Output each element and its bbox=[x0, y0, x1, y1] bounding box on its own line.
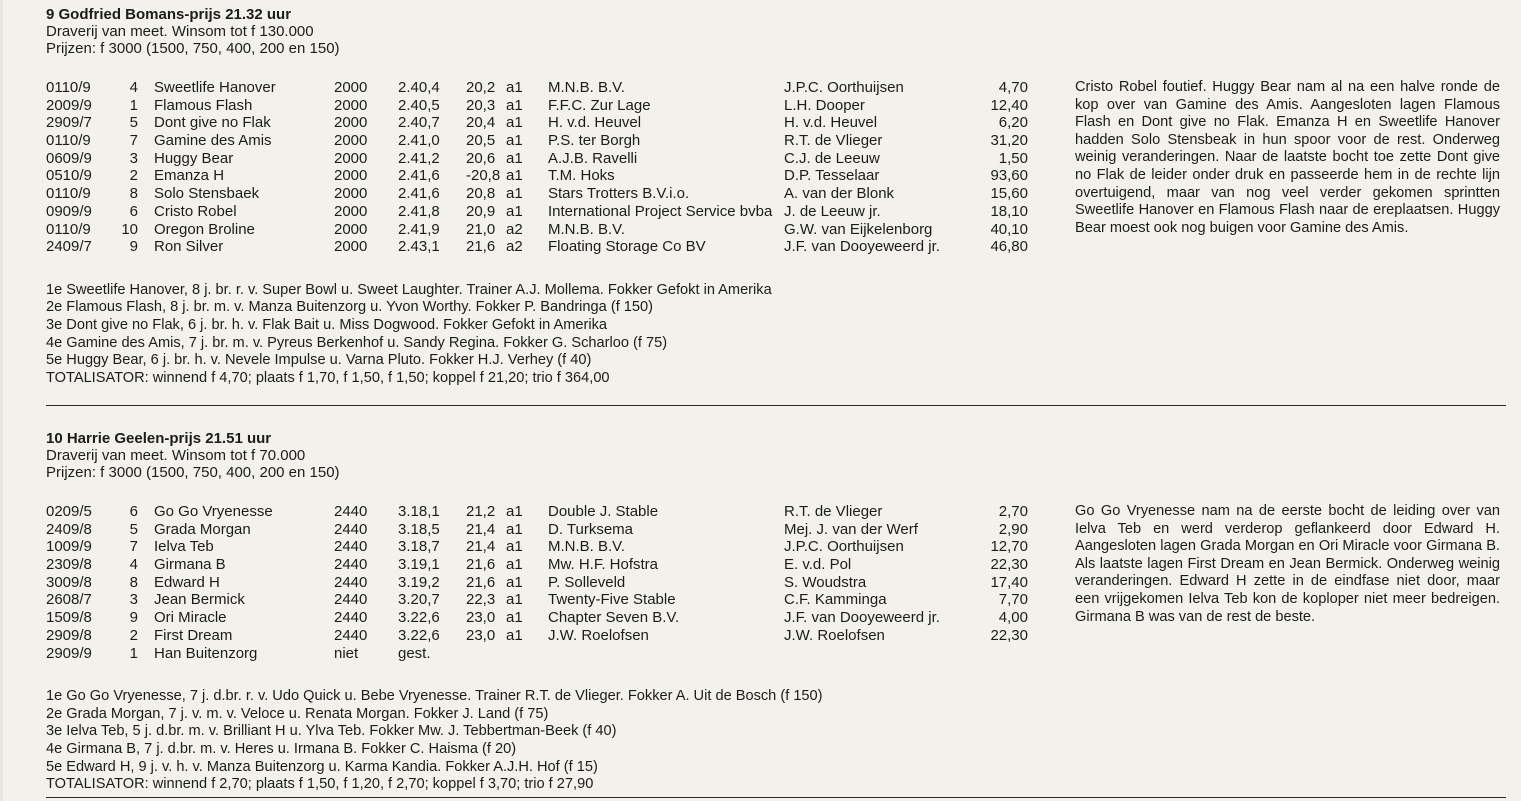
owner-name: H. v.d. Heuvel bbox=[548, 114, 642, 132]
horse-name: Oregon Broline bbox=[154, 220, 255, 238]
owner-name: A.J.B. Ravelli bbox=[548, 149, 638, 167]
km-time: 20,2 bbox=[466, 79, 496, 96]
driver-name: A. van der Blonk bbox=[784, 185, 895, 203]
horse-name: Ori Miracle bbox=[154, 609, 227, 627]
runner-number: 8 bbox=[129, 573, 138, 591]
driver-name: L.H. Dooper bbox=[784, 96, 865, 114]
race-10-section bbox=[46, 430, 1506, 794]
runner-date: 0909/9 bbox=[46, 202, 92, 220]
odds-value: 17,40 bbox=[990, 573, 1028, 591]
km-time: 20,6 bbox=[466, 149, 496, 167]
owner-name: Floating Storage Co BV bbox=[548, 238, 706, 256]
distance: 2000 bbox=[334, 96, 368, 114]
finish-time: 2.41,6 bbox=[398, 167, 440, 185]
race-9-section bbox=[46, 6, 1506, 387]
race-conditions: Draverij van meet. Winsom tot f 130.000 bbox=[46, 23, 314, 40]
runner-number: 5 bbox=[129, 114, 138, 132]
runner-number: 1 bbox=[129, 644, 138, 662]
start-code: a1 bbox=[506, 520, 523, 538]
km-time: 21,6 bbox=[466, 573, 496, 591]
distance: 2440 bbox=[334, 573, 368, 591]
start-code: a1 bbox=[506, 573, 523, 591]
runner-number: 3 bbox=[129, 591, 138, 609]
owner-name: M.N.B. B.V. bbox=[548, 538, 625, 556]
placing-line: 5e Edward H, 9 j. v. h. v. Manza Buitenzorg u. Karma Kandia. Fokker A.J.H. Hof (f 15) bbox=[46, 758, 598, 775]
placing-line: 2e Grada Morgan, 7 j. v. m. v. Veloce u. Renata Morgan. Fokker J. Land (f 75) bbox=[46, 705, 549, 722]
km-time: 21,6 bbox=[466, 556, 496, 574]
distance: 2440 bbox=[334, 538, 368, 556]
start-code: a1 bbox=[506, 167, 523, 185]
km-time: 21,6 bbox=[466, 238, 496, 256]
odds-value: 4,00 bbox=[998, 609, 1028, 627]
placings-list bbox=[46, 282, 1506, 388]
distance: 2000 bbox=[334, 167, 368, 185]
odds-value: 46,80 bbox=[990, 238, 1028, 256]
runner-number: 7 bbox=[129, 538, 138, 556]
finish-time: 2.40,5 bbox=[398, 96, 440, 114]
odds-value: 4,70 bbox=[998, 79, 1028, 96]
driver-name: G.W. van Eijkelenborg bbox=[784, 220, 933, 238]
owner-name: T.M. Hoks bbox=[548, 167, 615, 185]
runner-number: 4 bbox=[129, 556, 138, 574]
placing-line: 4e Girmana B, 7 j. d.br. m. v. Heres u. Irmana B. Fokker C. Haisma (f 20) bbox=[46, 740, 517, 757]
driver-name: J.P.C. Oorthuijsen bbox=[784, 79, 904, 96]
odds-value: 7,70 bbox=[998, 591, 1028, 609]
horse-name: Gamine des Amis bbox=[154, 132, 272, 150]
placing-line: 5e Huggy Bear, 6 j. br. h. v. Nevele Impulse u. Varna Pluto. Fokker H.J. Verhey (f 40) bbox=[46, 352, 592, 369]
km-time: -20,8 bbox=[466, 167, 501, 185]
distance: 2000 bbox=[334, 220, 368, 238]
race-conditions: Draverij van meet. Winsom tot f 70.000 bbox=[46, 447, 306, 464]
race-narrative: Cristo Robel foutief. Huggy Bear nam al na een halve ronde de kop over van Gamine des Amis. Aangesloten lagen Flamous Flash en Dont give no Flak. Emanza H en Sweetlife Hanover hadden Solo Stensbeak in hun spoor voor de rest. Onderweg weinig veranderingen. Naar de laatste bocht toe zette Dont give no Flak de leider onder druk en passeerde hem in de rechte lijn overtuigend, maar van nog veel verder gekomen sprintten Sweetlife Hanover en Flamous Flash naar de ereplaatsen. Huggy Bear moest ook nog buigen voor Gamine des Amis. bbox=[1075, 79, 1500, 236]
km-time: 21,4 bbox=[466, 538, 496, 556]
owner-name: P.S. ter Borgh bbox=[548, 132, 641, 150]
start-code: a2 bbox=[506, 220, 523, 238]
owner-name: J.W. Roelofsen bbox=[548, 626, 649, 644]
distance: 2000 bbox=[334, 79, 368, 96]
runner-date: 2009/9 bbox=[46, 96, 92, 114]
odds-value: 40,10 bbox=[990, 220, 1028, 238]
distance: 2000 bbox=[334, 238, 368, 256]
km-time: 20,3 bbox=[466, 96, 496, 114]
owner-name: Chapter Seven B.V. bbox=[548, 609, 680, 627]
distance: 2440 bbox=[334, 520, 368, 538]
start-code: a1 bbox=[506, 591, 523, 609]
driver-name: J.P.C. Oorthuijsen bbox=[784, 538, 904, 556]
distance: 2000 bbox=[334, 202, 368, 220]
driver-name: C.J. de Leeuw bbox=[784, 149, 880, 167]
table-row bbox=[46, 238, 1506, 256]
start-code: a1 bbox=[506, 556, 523, 574]
horse-name: Ron Silver bbox=[154, 238, 224, 256]
runner-number: 4 bbox=[129, 79, 138, 96]
horse-name: Go Go Vryenesse bbox=[154, 503, 273, 520]
runner-number: 6 bbox=[129, 503, 138, 520]
start-code: a1 bbox=[506, 114, 523, 132]
horse-name: Han Buitenzorg bbox=[154, 644, 258, 662]
finish-time: 3.22,6 bbox=[398, 626, 440, 644]
driver-name: C.F. Kamminga bbox=[784, 591, 887, 609]
distance: 2440 bbox=[334, 591, 368, 609]
driver-name: Mej. J. van der Werf bbox=[784, 520, 918, 538]
horse-name: Dont give no Flak bbox=[154, 114, 271, 132]
runner-number: 1 bbox=[129, 96, 138, 114]
runner-number: 9 bbox=[129, 238, 138, 256]
placings-list bbox=[46, 688, 1506, 794]
distance: 2440 bbox=[334, 503, 368, 520]
finish-time: 2.41,9 bbox=[398, 220, 440, 238]
runner-date: 0110/9 bbox=[46, 220, 91, 238]
driver-name: H. v.d. Heuvel bbox=[784, 114, 878, 132]
owner-name: M.N.B. B.V. bbox=[548, 79, 625, 96]
finish-time: 3.20,7 bbox=[398, 591, 440, 609]
finish-time: 3.19,1 bbox=[398, 556, 440, 574]
table-row bbox=[46, 645, 1506, 663]
km-time: 20,5 bbox=[466, 132, 496, 150]
start-code: a1 bbox=[506, 538, 523, 556]
table-row bbox=[46, 627, 1506, 645]
driver-name: J.F. van Dooyeweerd jr. bbox=[784, 609, 940, 627]
horse-name: Girmana B bbox=[154, 556, 226, 574]
distance: 2000 bbox=[334, 185, 368, 203]
runner-number: 8 bbox=[129, 185, 138, 203]
finish-time: 2.41,0 bbox=[398, 132, 440, 150]
runner-date: 2309/8 bbox=[46, 556, 92, 574]
runner-date: 0609/9 bbox=[46, 149, 92, 167]
totalisator-line: TOTALISATOR: winnend f 2,70; plaats f 1,50, f 1,20, f 2,70; koppel f 3,70; trio f 27,90 bbox=[46, 776, 594, 793]
odds-value: 31,20 bbox=[990, 132, 1028, 150]
finish-time: 2.43,1 bbox=[398, 238, 440, 256]
start-code: a1 bbox=[506, 132, 523, 150]
totalisator-line: TOTALISATOR: winnend f 4,70; plaats f 1,70, f 1,50, f 1,50; koppel f 21,20; trio f 364,00 bbox=[46, 369, 610, 386]
finish-time: gest. bbox=[398, 644, 431, 662]
horse-name: Grada Morgan bbox=[154, 520, 251, 538]
finish-time: 2.41,2 bbox=[398, 149, 440, 167]
placing-line: 1e Go Go Vryenesse, 7 j. d.br. r. v. Udo Quick u. Bebe Vryenesse. Trainer R.T. de Vlieger. Fokker A. Uit de Bosch (f 150) bbox=[46, 688, 823, 705]
horse-name: Emanza H bbox=[154, 167, 225, 185]
owner-name: D. Turksema bbox=[548, 520, 634, 538]
distance: 2440 bbox=[334, 556, 368, 574]
km-time: 20,4 bbox=[466, 114, 496, 132]
km-time: 22,3 bbox=[466, 591, 496, 609]
horse-name: Huggy Bear bbox=[154, 149, 234, 167]
placing-line: 3e Dont give no Flak, 6 j. br. h. v. Flak Bait u. Miss Dogwood. Fokker Gefokt in Amerika bbox=[46, 317, 608, 334]
distance: 2000 bbox=[334, 149, 368, 167]
start-code: a1 bbox=[506, 503, 523, 520]
finish-time: 2.40,7 bbox=[398, 114, 440, 132]
runner-number: 2 bbox=[129, 167, 138, 185]
odds-value: 15,60 bbox=[990, 185, 1028, 203]
start-code: a1 bbox=[506, 202, 523, 220]
owner-name: M.N.B. B.V. bbox=[548, 220, 625, 238]
owner-name: Mw. H.F. Hofstra bbox=[548, 556, 659, 574]
start-code: a1 bbox=[506, 185, 523, 203]
owner-name: International Project Service bvba bbox=[548, 202, 773, 220]
horse-name: First Dream bbox=[154, 626, 233, 644]
race-title: 9 Godfried Bomans-prijs 21.32 uur bbox=[46, 6, 292, 23]
km-time: 23,0 bbox=[466, 609, 496, 627]
odds-value: 2,70 bbox=[998, 503, 1028, 520]
runner-date: 0110/9 bbox=[46, 132, 91, 150]
runner-number: 6 bbox=[129, 202, 138, 220]
owner-name: Double J. Stable bbox=[548, 503, 659, 520]
placing-line: 2e Flamous Flash, 8 j. br. m. v. Manza Buitenzorg u. Yvon Worthy. Fokker P. Bandringa (f 150) bbox=[46, 299, 654, 316]
runners-table bbox=[46, 79, 1506, 256]
runners-table bbox=[46, 503, 1506, 662]
horse-name: Ielva Teb bbox=[154, 538, 214, 556]
km-time: 20,8 bbox=[466, 185, 496, 203]
km-time: 23,0 bbox=[466, 626, 496, 644]
race-prizes: Prijzen: f 3000 (1500, 750, 400, 200 en 150) bbox=[46, 464, 340, 481]
runner-date: 0209/5 bbox=[46, 503, 92, 520]
placing-line: 1e Sweetlife Hanover, 8 j. br. r. v. Super Bowl u. Sweet Laughter. Trainer A.J. Mollema. Fokker Gefokt in Amerika bbox=[46, 281, 772, 298]
start-code: a1 bbox=[506, 96, 523, 114]
odds-value: 22,30 bbox=[990, 626, 1028, 644]
driver-name: R.T. de Vlieger bbox=[784, 503, 883, 520]
owner-name: Twenty-Five Stable bbox=[548, 591, 676, 609]
owner-name: F.F.C. Zur Lage bbox=[548, 96, 651, 114]
finish-time: 3.18,1 bbox=[398, 503, 440, 520]
distance: 2000 bbox=[334, 132, 368, 150]
driver-name: D.P. Tesselaar bbox=[784, 167, 880, 185]
runner-date: 2608/7 bbox=[46, 591, 92, 609]
start-code: a1 bbox=[506, 609, 523, 627]
finish-time: 2.41,8 bbox=[398, 202, 440, 220]
runner-date: 3009/8 bbox=[46, 573, 92, 591]
runner-number: 9 bbox=[129, 609, 138, 627]
runner-date: 2909/8 bbox=[46, 626, 92, 644]
race-title: 10 Harrie Geelen-prijs 21.51 uur bbox=[46, 430, 272, 447]
runner-date: 1509/8 bbox=[46, 609, 92, 627]
finish-time: 3.22,6 bbox=[398, 609, 440, 627]
driver-name: S. Woudstra bbox=[784, 573, 867, 591]
runner-number: 7 bbox=[129, 132, 138, 150]
placing-line: 4e Gamine des Amis, 7 j. br. m. v. Pyreus Berkenhof u. Sandy Regina. Fokker G. Scharloo (f 75) bbox=[46, 334, 668, 351]
finish-time: 3.18,5 bbox=[398, 520, 440, 538]
driver-name: J.F. van Dooyeweerd jr. bbox=[784, 238, 940, 256]
odds-value: 12,40 bbox=[990, 96, 1028, 114]
distance: 2000 bbox=[334, 114, 368, 132]
driver-name: R.T. de Vlieger bbox=[784, 132, 883, 150]
race-narrative: Go Go Vryenesse nam na de eerste bocht de leiding over van Ielva Teb en werd verderop geflankeerd door Edward H. Aangesloten lagen Grada Morgan en Ori Miracle voor Girmana B. Als laatste lagen First Dream en Jean Bermick. Onderweg weinig veranderingen. Edward H zette in de eindfase niet door, maar een vrijgekomen Ielva Teb kon de koploper niet meer bedreigen. Girmana B was van de rest de beste. bbox=[1075, 503, 1500, 625]
horse-name: Sweetlife Hanover bbox=[154, 79, 276, 96]
start-code: a1 bbox=[506, 79, 523, 96]
runner-date: 1009/9 bbox=[46, 538, 92, 556]
runner-number: 2 bbox=[129, 626, 138, 644]
race-prizes: Prijzen: f 3000 (1500, 750, 400, 200 en 150) bbox=[46, 40, 340, 57]
horse-name: Solo Stensbaek bbox=[154, 185, 260, 203]
km-time: 21,2 bbox=[466, 503, 496, 520]
owner-name: Stars Trotters B.V.i.o. bbox=[548, 185, 690, 203]
page-edge-shadow bbox=[0, 0, 3, 801]
odds-value: 1,50 bbox=[998, 149, 1028, 167]
runner-date: 0110/9 bbox=[46, 185, 91, 203]
runner-date: 2909/9 bbox=[46, 644, 92, 662]
odds-value: 6,20 bbox=[998, 114, 1028, 132]
placing-line: 3e Ielva Teb, 5 j. d.br. m. v. Brilliant H u. Ylva Teb. Fokker Mw. J. Tebbertman-Beek (f 40) bbox=[46, 723, 617, 740]
driver-name: J.W. Roelofsen bbox=[784, 626, 885, 644]
km-time: 21,0 bbox=[466, 220, 496, 238]
odds-value: 12,70 bbox=[990, 538, 1028, 556]
section-divider bbox=[46, 405, 1506, 406]
start-code: a1 bbox=[506, 149, 523, 167]
horse-name: Edward H bbox=[154, 573, 220, 591]
finish-time: 2.40,4 bbox=[398, 79, 440, 96]
runner-number: 10 bbox=[121, 220, 138, 238]
runner-number: 3 bbox=[129, 149, 138, 167]
runner-date: 2409/7 bbox=[46, 238, 92, 256]
runner-date: 2909/7 bbox=[46, 114, 92, 132]
distance: 2440 bbox=[334, 626, 368, 644]
runner-date: 0110/9 bbox=[46, 79, 91, 96]
driver-name: J. de Leeuw jr. bbox=[784, 202, 881, 220]
owner-name: P. Solleveld bbox=[548, 573, 626, 591]
horse-name: Flamous Flash bbox=[154, 96, 253, 114]
finish-time: 2.41,6 bbox=[398, 185, 440, 203]
runner-date: 0510/9 bbox=[46, 167, 92, 185]
distance: 2440 bbox=[334, 609, 368, 627]
horse-name: Jean Bermick bbox=[154, 591, 245, 609]
finish-time: 3.18,7 bbox=[398, 538, 440, 556]
driver-name: E. v.d. Pol bbox=[784, 556, 852, 574]
km-time: 21,4 bbox=[466, 520, 496, 538]
odds-value: 93,60 bbox=[990, 167, 1028, 185]
distance: niet bbox=[334, 644, 359, 662]
km-time: 20,9 bbox=[466, 202, 496, 220]
start-code: a2 bbox=[506, 238, 523, 256]
odds-value: 22,30 bbox=[990, 556, 1028, 574]
runner-number: 5 bbox=[129, 520, 138, 538]
runner-date: 2409/8 bbox=[46, 520, 92, 538]
horse-name: Cristo Robel bbox=[154, 202, 237, 220]
odds-value: 18,10 bbox=[990, 202, 1028, 220]
start-code: a1 bbox=[506, 626, 523, 644]
finish-time: 3.19,2 bbox=[398, 573, 440, 591]
section-divider bbox=[46, 797, 1506, 798]
odds-value: 2,90 bbox=[998, 520, 1028, 538]
